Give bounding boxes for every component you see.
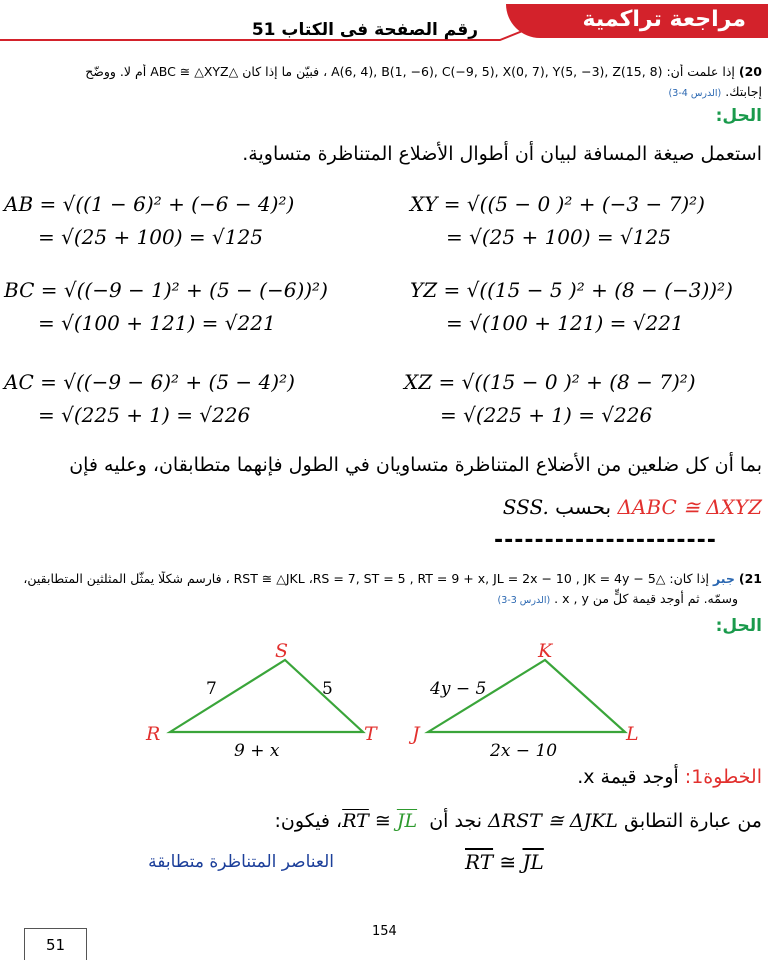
problem-21-solution-label: الحل: (715, 616, 762, 636)
congruence-math-a: ΔRST ≅ ΔJKL (488, 810, 618, 832)
problem-20-text-line (2, 64, 762, 80)
triangles-figure (130, 632, 670, 767)
segment-rt: $\overline{RT}$ (342, 810, 369, 832)
congruence-statement (275, 810, 762, 832)
result-reason: العناصر المتناظرة متطابقة (148, 852, 334, 872)
header-title: مراجعة تراكمية (582, 7, 746, 32)
problem-21-text-2: وسمّه. ثم أوجد قيمة كلٍّ من x , y . (554, 591, 738, 606)
result-rt: $\overline{RT}$ (465, 850, 494, 874)
side-jk-label: 4y − 5 (430, 679, 487, 699)
result-congruence: $\overline{RT}$ ≅ $\overline{JL}$ (465, 850, 544, 874)
eq-xy-line2: = √(25 + 100) = √125 (446, 225, 671, 249)
problem-21-tag: جبر (713, 571, 735, 586)
eq-ac-line1: AC = √((−9 − 6)² + (5 − 4)²) (4, 370, 295, 394)
eq-xz-line2: = √(225 + 1) = √226 (440, 403, 653, 427)
result-jl: $\overline{JL}$ (522, 850, 544, 874)
conclusion-congruence: ΔABC ≅ ΔXYZ (617, 495, 762, 519)
triangle-jkl (408, 640, 639, 761)
eq-yz-line2: = √(100 + 121) = √221 (446, 311, 684, 335)
problem-20-number: 20) (738, 64, 762, 79)
triangle-rst (145, 640, 378, 761)
problem-20-text-line2 (669, 84, 762, 102)
step-1-text: أوجد قيمة x. (577, 766, 679, 788)
congruence-math-b: $\overline{RT}$ ≅ $\overline{JL}$ (342, 810, 418, 832)
step-1-label: الخطوة1: (684, 766, 762, 788)
side-rt-label: 9 + x (234, 741, 280, 761)
eq-ab-line2: = √(25 + 100) = √125 (38, 225, 263, 249)
vertex-t: T (364, 723, 377, 745)
problem-20-text-2: إجابتك. (725, 84, 762, 99)
problem-21-text: إذا كان: △RST ≅ △JKL ،RS = 7, ST = 5 , RT = 9 + x, JL = 2x − 10 , JK = 4y − 5 ، فارسم شكلًا يمثّل المثلثين المتطابقين، (23, 571, 710, 586)
congruence-text-a: من عبارة التطابق (623, 810, 762, 832)
problem-21-text-line2 (498, 591, 739, 609)
vertex-j: J (412, 723, 420, 745)
eq-bc-line2: = √(100 + 121) = √221 (38, 311, 276, 335)
eq-bc-line1: BC = √((−9 − 1)² + (5 − (−6))²) (4, 278, 328, 302)
conclusion-by-text: بحسب (555, 495, 612, 519)
page-number: 154 (372, 924, 397, 939)
problem-20-text: إذا علمت أن: A(6, 4), B(1, −6), C(−9, 5), X(0, 7), Y(5, −3), Z(15, 8) ، فبيّن ما إذا كان △ABC ≅ △XYZ أم لا. ووضّح (85, 64, 735, 79)
problem-21-number: 21) (738, 571, 762, 586)
eq-ac-line2: = √(225 + 1) = √226 (38, 403, 251, 427)
vertex-k: K (538, 640, 553, 662)
book-page-label: رقم الصفحة فى الكتاب 51 (251, 20, 478, 40)
side-st-label: 5 (322, 679, 333, 699)
problem-21-text-line (2, 571, 762, 587)
problem-20-conclusion: بما أن كل ضلعين من الأضلاع المتناظرة متساويان في الطول فإنهما متطابقان، وعليه فإن (69, 454, 762, 476)
congruence-text-b: نجد أن (429, 810, 482, 832)
side-rs-label: 7 (206, 679, 217, 699)
eq-ab-line1: AB = √((1 − 6)² + (−6 − 4)²) (4, 192, 295, 216)
step-1 (577, 766, 762, 788)
eq-yz-line1: YZ = √((15 − 5 )² + (8 − (−3))²) (410, 278, 733, 302)
vertex-s: S (275, 640, 289, 662)
separator: ---------------------- (494, 528, 717, 553)
problem-20-conclusion-2 (503, 495, 762, 519)
footer-page-box: 51 (24, 928, 87, 960)
segment-jl: $\overline{JL}$ (396, 810, 418, 832)
side-jl-label: 2x − 10 (490, 741, 558, 761)
congruence-text-c: ، فيكون: (274, 810, 343, 832)
problem-20-intro: استعمل صيغة المسافة لبيان أن أطوال الأضلاع المتناظرة متساوية. (242, 143, 762, 165)
conclusion-sss: SSS. (502, 495, 549, 519)
problem-21-lesson-ref: (الدرس 3-3) (497, 595, 551, 606)
problem-20-lesson-ref: (الدرس 4-3) (668, 88, 722, 99)
eq-xy-line1: XY = √((5 − 0 )² + (−3 − 7)²) (410, 192, 705, 216)
triangle-rst-shape (170, 660, 363, 732)
vertex-l: L (626, 723, 639, 745)
eq-xz-line1: XZ = √((15 − 0 )² + (8 − 7)²) (404, 370, 696, 394)
problem-20-solution-label: الحل: (715, 106, 762, 126)
vertex-r: R (146, 723, 161, 745)
